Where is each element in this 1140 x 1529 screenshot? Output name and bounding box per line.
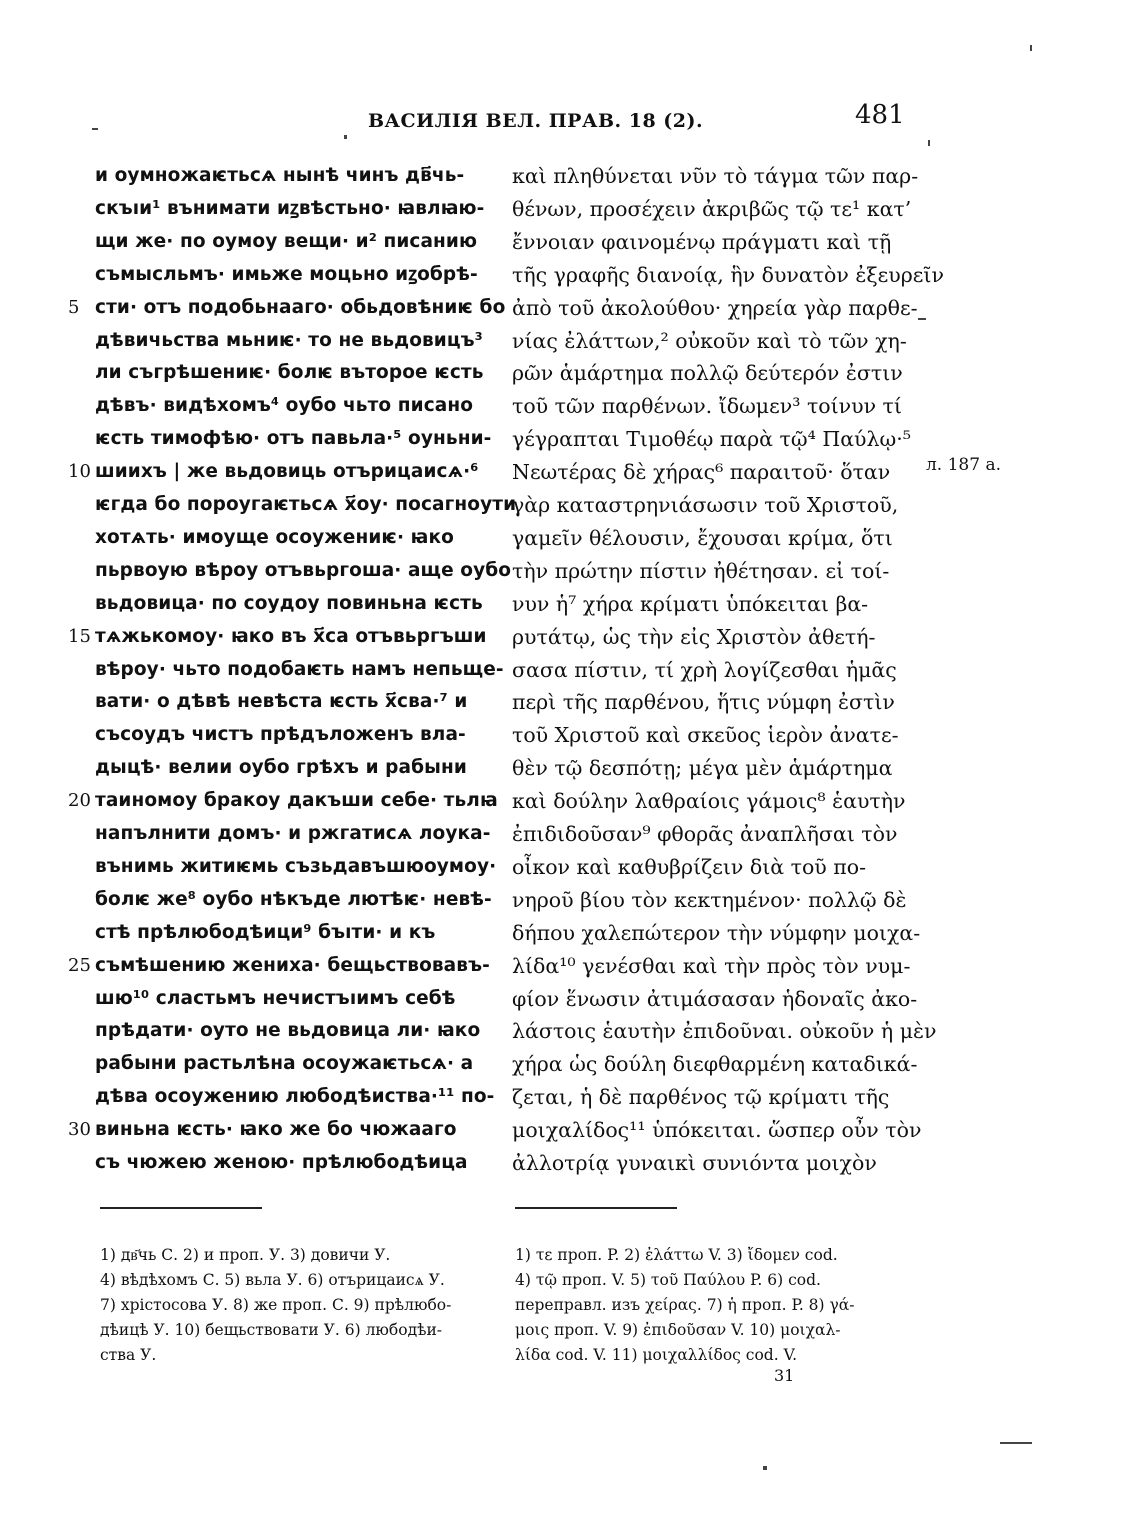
slavonic-line: съмѣшению женихa· бещьствовавъ- (95, 954, 490, 976)
scan-mark (92, 128, 98, 130)
greek-line: χήρα ὡς δούλη διεφθαρμένη καταδικά- (512, 1052, 918, 1077)
slavonic-line: рабыни растьлѣна осоужаѥтьсѧ· а (95, 1053, 474, 1075)
greek-line: σασα πίστιν, τί χρὴ λογίζεσθαι ἡμᾶς (512, 657, 897, 682)
greek-line: τὴν πρώτην πίστιν ἠθέτησαν. εἰ τοί- (512, 558, 890, 583)
greek-line: δήπου χαλεπώτερον τὴν νύμφην μοιχα- (512, 920, 921, 945)
slavonic-line: шю¹⁰ сластьмъ нечистъıимъ себѣ (95, 987, 456, 1009)
slavonic-line: напълнити домъ· и ржгатисѧ лоука- (95, 823, 491, 844)
slavonic-footnote-rule (100, 1207, 262, 1209)
greek-footnote-line: λίδα cod. V. 11) μοιχαλλίδος cod. V. (515, 1346, 797, 1364)
slavonic-line: вьдовица· по соудоу повиньна ѥсть (95, 592, 483, 614)
line-number: 5 (68, 296, 80, 318)
margin-folio-note: л. 187 а. (926, 455, 1001, 475)
greek-line: θένων, προσέχειν ἀκριβῶς τῷ τε¹ κατ’ (512, 196, 912, 221)
slavonic-line: стѣ прѣлюбодѣици⁹ бъıти· и къ (95, 921, 436, 943)
greek-line: οἶκον καὶ καθυβρίζειν διὰ τοῦ πο- (512, 854, 867, 879)
greek-line: θὲν τῷ δεσπότῃ; μέγα μὲν ἁμάρτημα (512, 756, 893, 781)
slavonic-line: дѣвичьства мьниѥ· то не вьдовицъ³ (95, 329, 483, 351)
slavonic-footnotes (100, 1243, 451, 1368)
greek-footnote-line: 4) τῷ проп. V. 5) τοῦ Παύλου P. 6) cod. (515, 1271, 821, 1289)
greek-line: ἐπιδιδοῦσαν⁹ φθορᾶς ἀναπλῆσαι τὸν (512, 822, 898, 846)
scan-mark (1030, 45, 1032, 51)
greek-line: Νεωτέρας δὲ χήρας⁶ παραιτοῦ· ὅταν (512, 460, 891, 485)
slavonic-line: вѣроу· чьто подобаѥть намъ непьще- (95, 658, 504, 680)
slavonic-line: болѥ же⁸ оубо нѣкъде лютѣѥ· невѣ- (95, 888, 492, 910)
slavonic-line: съсоудъ чистъ прѣдъложенъ вла- (95, 724, 466, 746)
slavonic-line: ли съгрѣшениѥ· болѥ въторое ѥсть (95, 362, 484, 384)
greek-line: γὰρ καταστρηνιάσωσιν τοῦ Χριστοῦ, (512, 493, 899, 517)
slavonic-line: дѣвъ· видѣхомъ⁴ оубо чьто писано (95, 395, 474, 417)
line-number: 10 (68, 461, 91, 483)
line-number: 15 (68, 625, 91, 647)
greek-line: φίον ἕνωσιν ἀτιμάσασαν ἡδοναῖς ἀκο- (512, 986, 918, 1011)
page-number: 481 (855, 100, 905, 130)
scan-mark (928, 140, 930, 146)
greek-line: λίδα¹⁰ γενέσθαι καὶ τὴν πρὸς τὸν νυμ- (512, 953, 911, 978)
greek-footnote-line: переправл. изъ χείρας. 7) ἡ проп. P. 8) γά- (515, 1296, 855, 1314)
slavonic-line: и оумножаѥтьсѧ нынѣ чинъ дв҃чь- (95, 165, 465, 186)
scan-mark (763, 1466, 767, 1470)
slavonic-line: шиихъ | же вьдовиць отърицаисѧ·⁶ (95, 461, 479, 483)
slavonic-footnote-line: дѣицѣ У. 10) бещьствовати У. 6) любодѣи- (100, 1321, 443, 1339)
greek-line: τοῦ τῶν παρθένων. ἴδωμεν³ τοίνυν τί (512, 394, 902, 419)
slavonic-footnote-line: 1) дв҃чь С. 2) и проп. У. 3) довичи У. (100, 1246, 391, 1264)
slavonic-line: тѧжькомоу· ꙗко въ х҃са отъвьргъши (95, 625, 487, 647)
greek-line: γέγραπται Τιμοθέῳ παρὰ τῷ⁴ Παύλῳ·⁵ (512, 427, 911, 452)
slavonic-line: дыцѣ· велии оубо грѣхъ и рабыни (95, 757, 467, 779)
greek-line: γαμεῖν θέλουσιν, ἔχουσαι κρίμα, ὅτι (512, 525, 893, 550)
slavonic-line: сти· отъ подобьнааго· обьдовѣниѥ бо (95, 296, 506, 318)
greek-line: ἀλλοτρίᾳ γυναικὶ συνιόντα μοιχὸν (512, 1151, 877, 1175)
slavonic-line: ѥгда бо пороугаѥтьсѧ х҃оу· посагноути (95, 494, 517, 515)
greek-line: νυν ἡ⁷ χήρα κρίματι ὑπόκειται βα- (512, 591, 869, 616)
slavonic-footnote-line: 7) хрістосова У. 8) же проп. С. 9) прѣлюбо- (100, 1296, 452, 1314)
line-number: 30 (68, 1119, 91, 1141)
greek-footnotes (515, 1243, 854, 1368)
greek-footnote-line: μοις проп. V. 9) ἐπιδοῦσαν V. 10) μοιχαλ- (515, 1321, 841, 1339)
greek-line: ἀπὸ τοῦ ἀκολούθου· χηρεία γὰρ παρθε- (512, 295, 918, 320)
slavonic-line: щи же· по оумоу вещи· и² писанию (95, 230, 478, 252)
greek-line: λάστοις ἑαυτὴν ἐπιδοῦναι. οὐκοῦν ἡ μὲν (512, 1019, 937, 1044)
slavonic-line: вънимь житиѥмь съзьдавъшюоумоу· (95, 855, 497, 877)
running-header: ВАСИЛІЯ ВЕЛ. ПРАВ. 18 (2). (368, 110, 704, 132)
greek-line: καὶ δούλην λαθραίοις γάμοις⁸ ἑαυτὴν (512, 789, 906, 814)
slavonic-line: хотѧть· имоуще осоужениѥ· ꙗко (95, 526, 454, 548)
slavonic-line: таиномоу бракоу дакъши себе· тьлꙗ (95, 790, 498, 812)
scan-mark (344, 135, 347, 139)
slavonic-line: вати· о дѣвѣ невѣста ѥсть х҃сва·⁷ и (95, 691, 468, 713)
greek-line: περὶ τῆς παρθένου, ἥτις νύμφη ἐστὶν (512, 690, 895, 715)
greek-line: νηροῦ βίου τὸν κεκτημένον· πολλῷ δὲ (512, 887, 907, 912)
greek-line: ἔννοιαν φαινομένῳ πράγματι καὶ τῇ (512, 229, 892, 254)
line-number: 25 (68, 954, 91, 976)
slavonic-line: скъıи¹ вънимати иꙁвѣстьно· ꙗвлꙗю- (95, 197, 485, 219)
scan-mark (1000, 1442, 1032, 1444)
greek-line: καὶ πληθύνεται νῦν τὸ τάγμα τῶν παρ- (512, 164, 919, 188)
slavonic-line: дѣва осоужению любодѣиства·¹¹ по- (95, 1086, 495, 1108)
greek-line: νίας ἐλάττων,² οὐκοῦν καὶ τὸ τῶν χη- (512, 328, 907, 353)
greek-footnote-rule (515, 1207, 677, 1209)
slavonic-line: пьрвоую вѣроу отъвьргоша· аще оубо (95, 559, 512, 581)
slavonic-line: ѥсть тимофѣю· отъ павьла·⁵ оуньни- (95, 428, 492, 450)
slavonic-line: прѣдати· оуто не вьдовица ли· ꙗко (95, 1020, 481, 1042)
greek-footnote-line: 1) τε проп. P. 2) ἐλάττω V. 3) ἴδομεν cod. (515, 1246, 838, 1264)
line-number: 20 (68, 790, 91, 812)
printer-signature: 31 (774, 1366, 795, 1385)
scan-mark (918, 318, 926, 320)
slavonic-footnote-line: ства У. (100, 1346, 157, 1364)
slavonic-line: виньна ѥсть· ꙗко же бо чюжааго (95, 1119, 457, 1141)
greek-line: ρῶν ἁμάρτημα πολλῷ δεύτερόν ἐστιν (512, 361, 903, 386)
slavonic-line: съ чюжею женою· прѣлюбодѣица (95, 1152, 468, 1173)
greek-line: τῆς γραφῆς διανοίᾳ, ἣν δυνατὸν ἐξευρεῖν (512, 262, 944, 287)
slavonic-footnote-line: 4) вѣдѣхомъ С. 5) вьла У. 6) отърицаисѧ У. (100, 1271, 445, 1289)
slavonic-line: съмысльмъ· имьже моцьно иꙁобрѣ- (95, 263, 478, 285)
greek-line: τοῦ Χριστοῦ καὶ σκεῦος ἱερὸν ἀνατε- (512, 723, 899, 748)
greek-line: μοιχαλίδος¹¹ ὑπόκειται. ὥσπερ οὖν τὸν (512, 1118, 922, 1143)
greek-line: ρυτάτῳ, ὡς τὴν εἰς Χριστὸν ἀθετή- (512, 624, 876, 649)
greek-line: ζεται, ἡ δὲ παρθένος τῷ κρίματι τῆς (512, 1085, 890, 1110)
